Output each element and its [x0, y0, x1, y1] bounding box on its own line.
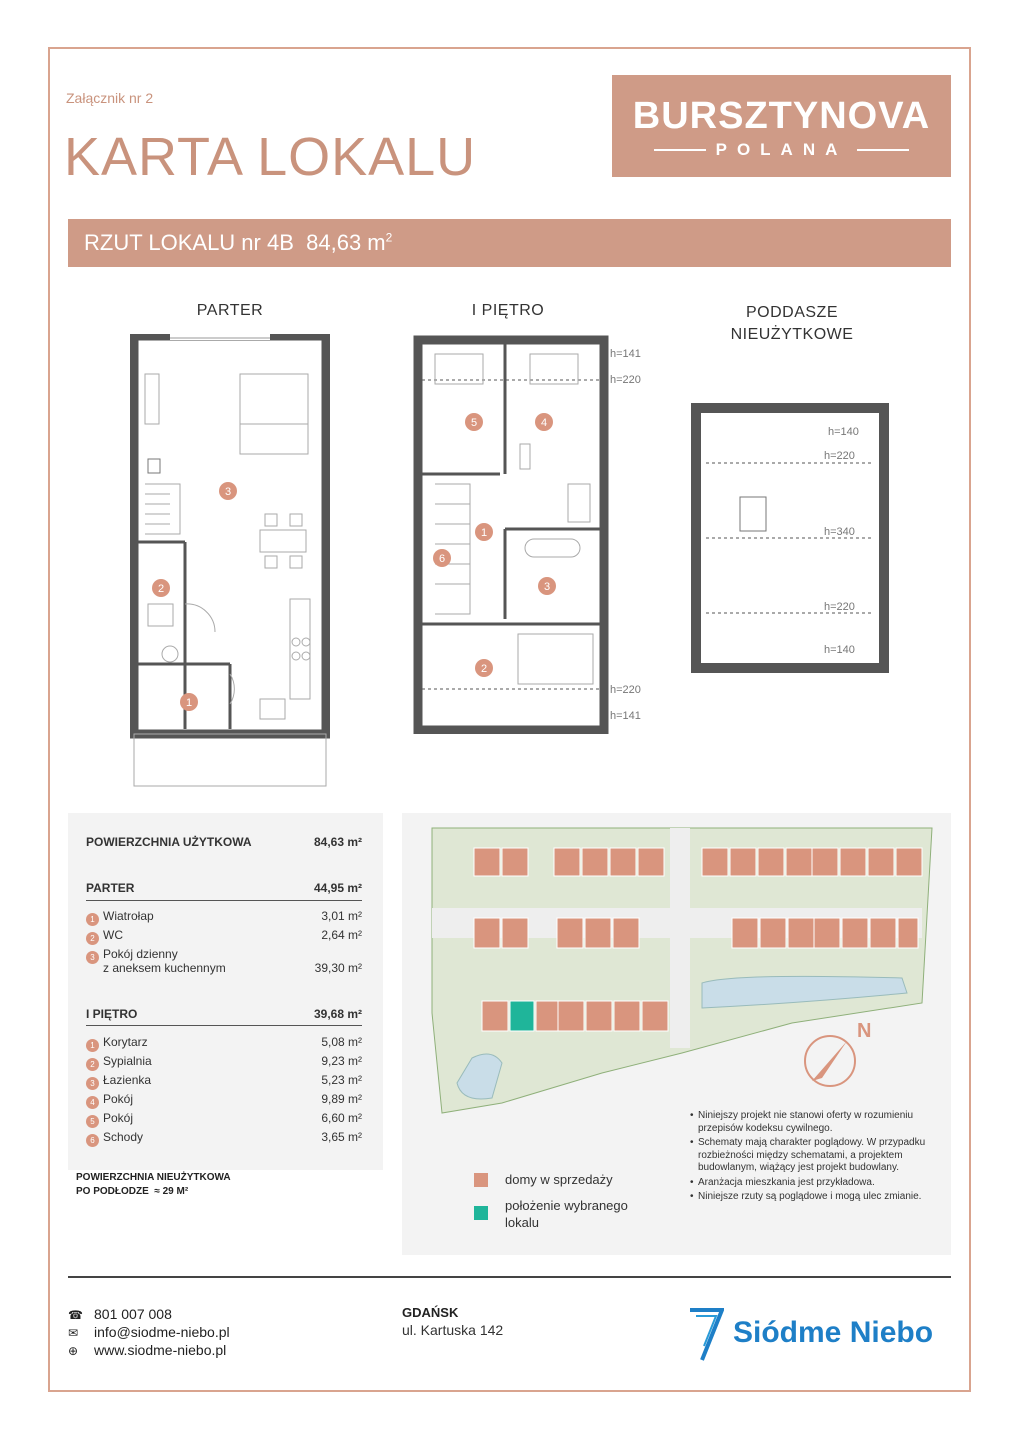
pietro-item-row: 2 Sypialnia 9,23 m² — [86, 1054, 362, 1071]
pietro-room-4: 4 — [540, 417, 548, 429]
annex-label: Załącznik nr 2 — [66, 90, 154, 106]
parter-item-row: 1 Wiatrołap 3,01 m² — [86, 909, 362, 926]
pietro-item-row: 4 Pokój 9,89 m² — [86, 1092, 362, 1109]
unit-number: 4B — [266, 230, 294, 255]
page-title: KARTA LOKALU — [64, 127, 477, 187]
logo-line2-wrap — [612, 140, 951, 160]
legend-selected-line1: położenie wybranego — [505, 1198, 628, 1213]
pietro-h-top1: h=141 — [610, 348, 641, 360]
phone-number[interactable]: 801 007 008 — [94, 1306, 172, 1322]
logo-line2: POLANA — [715, 140, 848, 159]
poddasze-line2: NIEUŻYTKOWE — [730, 326, 854, 343]
parter-area-row — [86, 881, 362, 895]
band-prefix: RZUT LOKALU nr — [84, 230, 261, 255]
pietro-room-3: 3 — [543, 581, 551, 593]
total-area-row — [86, 835, 362, 849]
plan-label-pietro: I PIĘTRO — [471, 302, 545, 319]
poddasze-h5: h=140 — [824, 644, 855, 656]
legend-sale: domy w sprzedaży — [505, 1172, 613, 1187]
website-link[interactable]: www.siodme-niebo.pl — [94, 1342, 227, 1358]
pietro-item-row: 6 Schody 3,65 m² — [86, 1130, 362, 1147]
room-area: 3,01 m² — [321, 909, 362, 923]
email-icon: ✉ — [68, 1326, 79, 1340]
brand-name: Siódme Niebo — [733, 1316, 934, 1349]
room-name: WC — [103, 928, 123, 942]
room-area: 2,64 m² — [321, 928, 362, 942]
nonusable-area: POWIERZCHNIA NIEUŻYTKOWA PO PODŁODZE ≈ 29 M² — [76, 1172, 231, 1197]
band-area: 84,63 m — [306, 230, 386, 255]
nonusable-value: 29 M² — [162, 1186, 189, 1197]
poddasze-h4: h=220 — [824, 601, 855, 613]
area-table — [68, 813, 383, 1170]
pietro-area-value: 39,68 m² — [313, 1007, 362, 1021]
room-area: 39,30 m² — [314, 961, 362, 975]
pietro-item-row: 5 Pokój 6,60 m² — [86, 1111, 362, 1128]
parter-item-row-cont — [86, 961, 362, 975]
total-area-label: POWIERZCHNIA UŻYTKOWA — [86, 835, 252, 849]
contact-block — [68, 1306, 230, 1360]
logo-line1: BURSZTYNOVA — [632, 95, 931, 137]
total-area-value: 84,63 m² — [313, 835, 362, 849]
pietro-h-bot1: h=220 — [610, 684, 641, 696]
parter-room-2: 2 — [157, 583, 165, 595]
note: • Aranżacja mieszkania jest przykładowa. — [690, 1177, 930, 1190]
pietro-area-label: I PIĘTRO — [86, 1007, 138, 1021]
disclaimer-notes — [690, 1110, 930, 1206]
parter-room-3: 3 — [224, 486, 232, 498]
pietro-area-row — [86, 1007, 362, 1021]
room-name: Wiatrołap — [103, 909, 154, 923]
parter-floor-plan — [130, 334, 330, 789]
legend-selected — [505, 1197, 628, 1231]
pietro-room-5: 5 — [470, 417, 478, 429]
office-street: ul. Kartuska 142 — [402, 1322, 504, 1338]
band-sup: 2 — [385, 230, 393, 245]
legend-selected-line2: lokalu — [505, 1215, 539, 1230]
pietro-h-bot2: h=141 — [610, 710, 641, 722]
email-link[interactable]: info@siodme-niebo.pl — [94, 1324, 230, 1340]
legend-selected-swatch — [474, 1206, 488, 1220]
pietro-room-1: 1 — [480, 527, 488, 539]
pietro-item-row: 1 Korytarz 5,08 m² — [86, 1035, 362, 1052]
room-name-cont: z aneksem kuchennym — [103, 961, 226, 975]
pietro-h-top2: h=220 — [610, 374, 641, 386]
poddasze-h2: h=220 — [824, 450, 855, 462]
pietro-room-2: 2 — [480, 663, 488, 675]
note: • Schematy mają charakter poglądowy. W przypadku rozbieżności między schematami, a projektem budowlanym, wiążący jest projekt budowlany. — [690, 1137, 930, 1175]
pietro-floor-plan — [410, 334, 660, 734]
pietro-room-6: 6 — [438, 553, 446, 565]
parter-area-label: PARTER — [86, 881, 135, 895]
parter-item-row: 2 WC 2,64 m² — [86, 928, 362, 945]
legend-sale-swatch — [474, 1173, 488, 1187]
bursztynova-logo — [612, 75, 951, 177]
globe-icon: ⊕ — [68, 1344, 79, 1358]
plan-label-parter: PARTER — [196, 302, 264, 319]
parter-area-value: 44,95 m² — [313, 881, 362, 895]
poddasze-h3: h=340 — [824, 526, 855, 538]
parter-item-row: 3 Pokój dzienny — [86, 947, 362, 964]
parter-room-1: 1 — [185, 697, 193, 709]
footer-divider — [68, 1276, 951, 1278]
note: • Niniejszy projekt nie stanowi oferty w rozumieniu przepisów kodeksu cywilnego. — [690, 1110, 930, 1135]
nonusable-line2: PO PODŁODZE — [76, 1186, 149, 1197]
siodme-niebo-logo-icon — [688, 1306, 724, 1362]
nonusable-line1: POWIERZCHNIA NIEUŻYTKOWA — [76, 1172, 231, 1183]
plan-label-poddasze — [712, 302, 872, 346]
room-name: Pokój dzienny — [103, 947, 178, 961]
note: • Niniejsze rzuty są poglądowe i mogą ulec zmianie. — [690, 1191, 930, 1204]
pietro-item-row: 3 Łazienka 5,23 m² — [86, 1073, 362, 1090]
unit-band — [68, 219, 951, 267]
north-indicator: N — [857, 1020, 872, 1042]
phone-icon: ☎ — [68, 1308, 83, 1322]
poddasze-h1: h=140 — [828, 426, 859, 438]
poddasze-line1: PODDASZE — [745, 304, 838, 321]
poddasze-floor-plan — [690, 402, 890, 674]
office-city: GDAŃSK — [402, 1305, 459, 1320]
